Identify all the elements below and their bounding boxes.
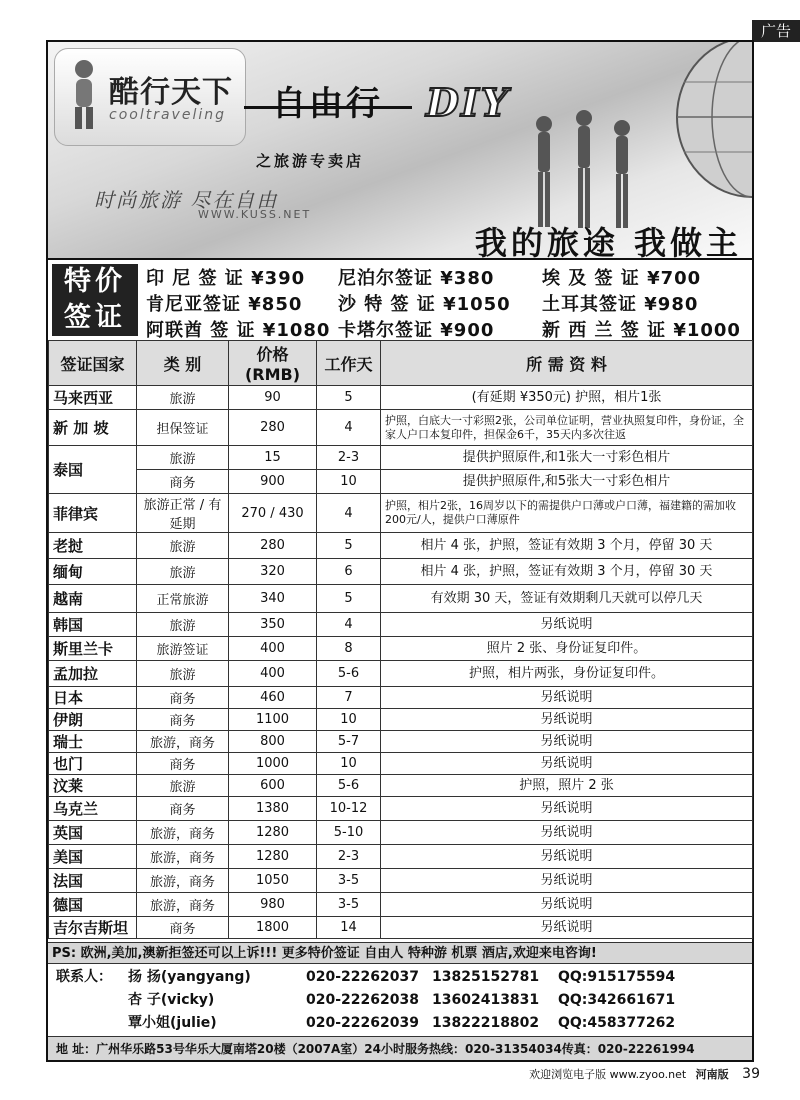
cell-country: 孟加拉 (49, 661, 137, 687)
cell-requirements: 相片 4 张，护照，签证有效期 3 个月，停留 30 天 (381, 559, 753, 585)
cell-requirements: 照片 2 张、身份证复印件。 (381, 637, 753, 661)
cell-price: 400 (229, 661, 317, 687)
address-bar: 地 址：广州华乐路53号华乐大厦南塔20楼（2007A室）24小时服务热线：020-31354034传真：020-22261994 (48, 1036, 752, 1060)
table-row (49, 731, 753, 753)
cell-price: 1280 (229, 845, 317, 869)
cell-country: 英国 (49, 821, 137, 845)
cell-price: 1100 (229, 709, 317, 731)
cell-days: 5 (317, 533, 381, 559)
contact-name: 扬 扬(yangyang) (128, 969, 251, 985)
cell-type: 担保签证 (137, 410, 229, 446)
cell-country: 泰国 (49, 446, 137, 494)
cell-price: 1380 (229, 797, 317, 821)
cell-country: 菲律宾 (49, 494, 137, 533)
promo-item: 埃 及 签 证 ¥700 (542, 268, 702, 289)
table-row (49, 821, 753, 845)
promo-label (52, 264, 138, 336)
banner-url: WWW.KUSS.NET (198, 208, 312, 221)
cell-days: 3-5 (317, 869, 381, 893)
cell-price: 1050 (229, 869, 317, 893)
promo-label-line2: 签证 (64, 302, 126, 333)
cell-country: 乌克兰 (49, 797, 137, 821)
cell-country: 美国 (49, 845, 137, 869)
cell-type: 旅游 (137, 613, 229, 637)
contacts-section (48, 966, 752, 1036)
cell-requirements: 另纸说明 (381, 613, 753, 637)
cell-price: 980 (229, 893, 317, 917)
special-visa-promo (48, 258, 752, 344)
visa-price-table (48, 340, 753, 939)
table-header-row (49, 341, 753, 386)
cell-price: 340 (229, 585, 317, 613)
cell-days: 5-7 (317, 731, 381, 753)
cell-requirements: 提供护照原件,和1张大一寸彩色相片 (381, 446, 753, 470)
cell-price: 600 (229, 775, 317, 797)
cell-requirements: 护照，照片 2 张 (381, 775, 753, 797)
promo-item: 沙 特 签 证 ¥1050 (338, 294, 511, 315)
footer-edition: 河南版 (695, 1068, 729, 1081)
cell-country: 韩国 (49, 613, 137, 637)
cell-price: 280 (229, 410, 317, 446)
promo-item: 土耳其签证 ¥980 (542, 294, 699, 315)
contact-mobile: 13822218802 (432, 1015, 540, 1031)
table-row (49, 709, 753, 731)
cell-requirements: 另纸说明 (381, 821, 753, 845)
mascot-icon (63, 57, 105, 131)
cell-country: 瑞士 (49, 731, 137, 753)
cell-days: 4 (317, 494, 381, 533)
cell-type: 旅游，商务 (137, 845, 229, 869)
cell-price: 1800 (229, 917, 317, 939)
cell-days: 8 (317, 637, 381, 661)
cell-days: 3-5 (317, 893, 381, 917)
cell-price: 900 (229, 470, 317, 494)
cell-days: 10 (317, 470, 381, 494)
cell-requirements: 另纸说明 (381, 687, 753, 709)
cell-price: 400 (229, 637, 317, 661)
promo-item: 尼泊尔签证 ¥380 (338, 268, 495, 289)
cell-days: 5 (317, 386, 381, 410)
ps-note: PS: 欧洲,美加,澳新拒签还可以上诉!!! 更多特价签证 自由人 特种游 机票 酒店,欢迎来电咨询! (48, 942, 752, 964)
cell-country: 日本 (49, 687, 137, 709)
table-row (49, 446, 753, 470)
column-header-country: 签证国家 (49, 341, 137, 386)
cell-type: 旅游 (137, 386, 229, 410)
promo-item: 新 西 兰 签 证 ¥1000 (542, 320, 741, 341)
cell-price: 280 (229, 533, 317, 559)
cell-price: 90 (229, 386, 317, 410)
cell-requirements: 护照，相片2张，16周岁以下的需提供户口薄或户口薄，福建籍的需加收200元/人，提供户口薄原件 (381, 494, 753, 533)
table-row (49, 917, 753, 939)
table-row (49, 559, 753, 585)
cell-days: 10 (317, 709, 381, 731)
contact-name: 覃小姐(julie) (128, 1015, 217, 1031)
cell-requirements: (有延期 ¥350元) 护照，相片1张 (381, 386, 753, 410)
contact-name: 杏 子(vicky) (128, 992, 215, 1008)
promo-item: 卡塔尔签证 ¥900 (338, 320, 495, 341)
cell-country: 新 加 坡 (49, 410, 137, 446)
cell-days: 4 (317, 613, 381, 637)
cell-country: 伊朗 (49, 709, 137, 731)
table-row (49, 637, 753, 661)
cell-type: 旅游 (137, 446, 229, 470)
cell-type: 旅游 (137, 533, 229, 559)
cell-requirements: 相片 4 张，护照，签证有效期 3 个月，停留 30 天 (381, 533, 753, 559)
cell-country: 也门 (49, 753, 137, 775)
column-header-type: 类 别 (137, 341, 229, 386)
cell-type: 旅游正常 / 有延期 (137, 494, 229, 533)
cell-type: 商务 (137, 709, 229, 731)
cell-price: 1000 (229, 753, 317, 775)
column-header-requirements: 所 需 资 料 (381, 341, 753, 386)
logo-name: 酷行天下 (109, 75, 233, 110)
cell-requirements: 另纸说明 (381, 845, 753, 869)
cell-type: 旅游签证 (137, 637, 229, 661)
cell-country: 缅甸 (49, 559, 137, 585)
table-row (49, 585, 753, 613)
cell-requirements: 有效期 30 天，签证有效期剩几天就可以停几天 (381, 585, 753, 613)
cell-days: 10 (317, 753, 381, 775)
visa-table-body (49, 386, 753, 939)
contact-phone: 020-22262038 (306, 992, 419, 1008)
cell-country: 汶莱 (49, 775, 137, 797)
page-footer (529, 1066, 760, 1082)
cell-days: 7 (317, 687, 381, 709)
table-row (49, 613, 753, 637)
cell-country: 老挝 (49, 533, 137, 559)
table-row (49, 775, 753, 797)
cell-type: 旅游，商务 (137, 821, 229, 845)
cell-requirements: 另纸说明 (381, 869, 753, 893)
cell-type: 旅游，商务 (137, 893, 229, 917)
contact-mobile: 13602413831 (432, 992, 540, 1008)
cell-type: 商务 (137, 917, 229, 939)
cell-price: 15 (229, 446, 317, 470)
contacts-label: 联系人： (56, 969, 112, 985)
slogan: 时尚旅游 尽在自由 (94, 188, 279, 212)
contact-qq: QQ:458377262 (558, 1015, 676, 1031)
cell-country: 吉尔吉斯坦 (49, 917, 137, 939)
cell-days: 5-6 (317, 661, 381, 687)
cell-requirements: 另纸说明 (381, 753, 753, 775)
banner (48, 42, 752, 258)
ad-tag: 广告 (752, 20, 800, 42)
cell-country: 德国 (49, 893, 137, 917)
brand-logo (54, 48, 246, 146)
promo-label-line1: 特价 (64, 266, 126, 297)
cell-country: 马来西亚 (49, 386, 137, 410)
cell-requirements: 护照，相片两张，身份证复印件。 (381, 661, 753, 687)
cell-days: 5 (317, 585, 381, 613)
cell-requirements: 提供护照原件,和5张大一寸彩色相片 (381, 470, 753, 494)
table-row (49, 494, 753, 533)
advertisement-frame (46, 40, 754, 1062)
cell-type: 商务 (137, 753, 229, 775)
logo-english: cooltraveling (109, 107, 226, 123)
cell-price: 320 (229, 559, 317, 585)
cell-price: 800 (229, 731, 317, 753)
cell-days: 6 (317, 559, 381, 585)
cell-type: 正常旅游 (137, 585, 229, 613)
cell-days: 2-3 (317, 446, 381, 470)
table-row (49, 797, 753, 821)
cell-type: 商务 (137, 470, 229, 494)
table-row (49, 386, 753, 410)
column-header-price: 价格(RMB) (229, 341, 317, 386)
cell-country: 越南 (49, 585, 137, 613)
footer-website: 欢迎浏览电子版 www.zyoo.net (529, 1068, 687, 1081)
cell-price: 1280 (229, 821, 317, 845)
promo-item: 阿联酋 签 证 ¥1080 (146, 320, 331, 341)
store-title-diy: DIY (426, 80, 510, 125)
cell-price: 270 / 430 (229, 494, 317, 533)
table-row (49, 893, 753, 917)
column-header-days: 工作天 (317, 341, 381, 386)
table-row (49, 533, 753, 559)
promo-item: 印 尼 签 证 ¥390 (146, 268, 306, 289)
promo-item: 肯尼亚签证 ¥850 (146, 294, 303, 315)
table-row (49, 753, 753, 775)
cell-days: 4 (317, 410, 381, 446)
motto: 我的旅途 我做主 (474, 224, 742, 258)
cell-days: 5-6 (317, 775, 381, 797)
store-subtitle: 之旅游专卖店 (256, 152, 365, 170)
cell-type: 旅游 (137, 661, 229, 687)
table-row (49, 845, 753, 869)
page-number: 39 (742, 1066, 760, 1082)
cell-days: 2-3 (317, 845, 381, 869)
cell-requirements: 另纸说明 (381, 893, 753, 917)
cell-days: 5-10 (317, 821, 381, 845)
cell-type: 商务 (137, 687, 229, 709)
cell-price: 350 (229, 613, 317, 637)
cell-type: 旅游，商务 (137, 731, 229, 753)
cell-country: 斯里兰卡 (49, 637, 137, 661)
cell-requirements: 另纸说明 (381, 797, 753, 821)
contact-qq: QQ:342661671 (558, 992, 676, 1008)
cell-requirements: 另纸说明 (381, 731, 753, 753)
contact-qq: QQ:915175594 (558, 969, 676, 985)
store-title: 自由行 (272, 84, 383, 124)
table-row (49, 410, 753, 446)
cell-type: 旅游 (137, 775, 229, 797)
cell-days: 14 (317, 917, 381, 939)
cell-type: 旅游 (137, 559, 229, 585)
contact-mobile: 13825152781 (432, 969, 540, 985)
cell-requirements: 护照，白底大一寸彩照2张，公司单位证明，营业执照复印件，身份证，全家人户口本复印件，担保金6千，35天内多次往返 (381, 410, 753, 446)
cell-type: 商务 (137, 797, 229, 821)
table-row (49, 470, 753, 494)
cell-type: 旅游，商务 (137, 869, 229, 893)
cell-requirements: 另纸说明 (381, 709, 753, 731)
globe-illustration (672, 42, 752, 202)
cell-country: 法国 (49, 869, 137, 893)
table-row (49, 661, 753, 687)
contact-phone: 020-22262037 (306, 969, 419, 985)
contact-phone: 020-22262039 (306, 1015, 419, 1031)
cell-days: 10-12 (317, 797, 381, 821)
cell-price: 460 (229, 687, 317, 709)
cell-requirements: 另纸说明 (381, 917, 753, 939)
table-row (49, 869, 753, 893)
table-row (49, 687, 753, 709)
